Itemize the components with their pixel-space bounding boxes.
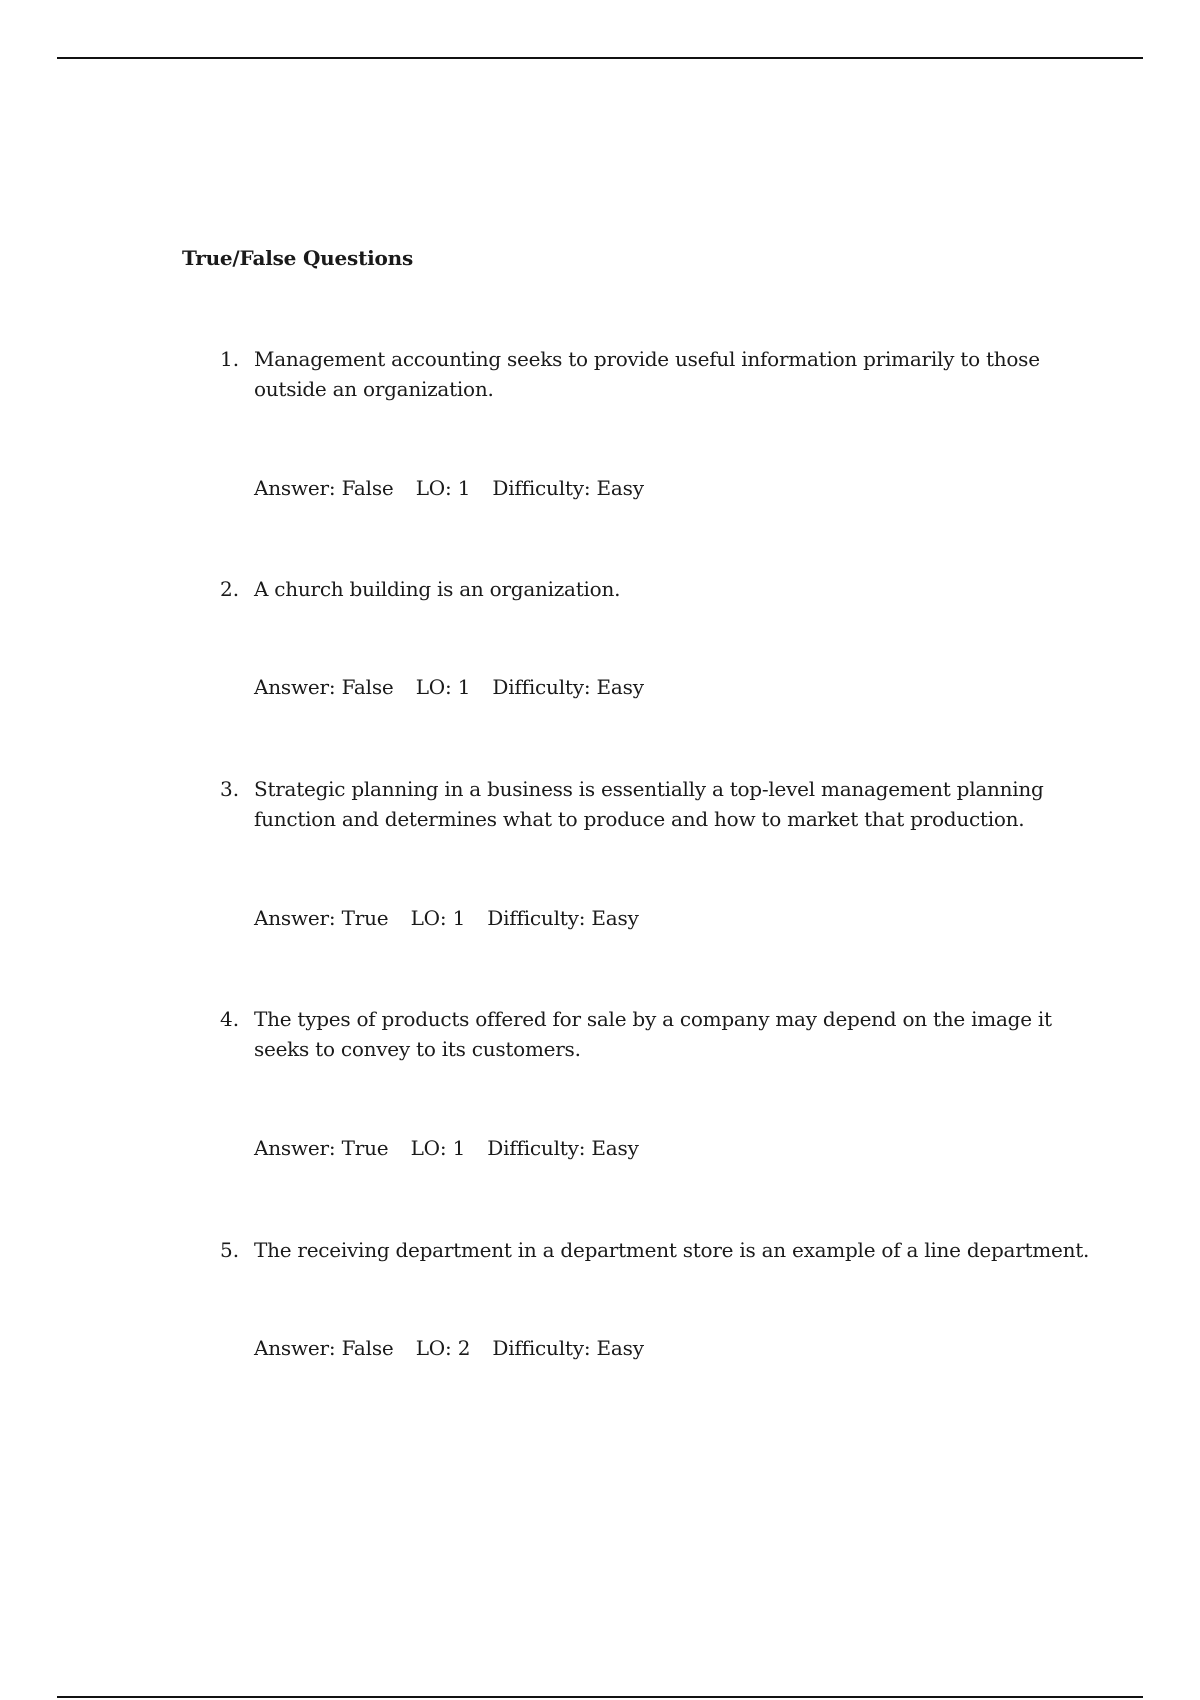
question-number: 3. (220, 777, 240, 801)
learning-objective: LO: 1 (410, 1136, 466, 1160)
section-title: True/False Questions (182, 246, 414, 270)
question-number: 4. (220, 1007, 240, 1031)
question-number: 5. (220, 1238, 240, 1262)
question-text: The types of products offered for sale by a company may depend on the image it seeks to convey to its customers. (254, 1007, 1052, 1061)
difficulty-label: Difficulty: Easy (487, 906, 639, 930)
answer-value: Answer: False (254, 1336, 394, 1360)
question-item (220, 1004, 1080, 1064)
answer-line (254, 672, 644, 702)
question-number: 2. (220, 577, 240, 601)
answer-line (254, 1333, 644, 1363)
learning-objective: LO: 1 (415, 476, 471, 500)
answer-line (254, 1133, 639, 1163)
answer-line (254, 903, 639, 933)
question-item (220, 574, 1080, 604)
header-rule (57, 57, 1143, 59)
question-item (220, 774, 1080, 834)
question-text: A church building is an organization. (254, 577, 621, 601)
question-item (220, 344, 1080, 404)
learning-objective: LO: 1 (410, 906, 466, 930)
question-text: The receiving department in a department store is an example of a line department. (254, 1238, 1090, 1262)
answer-value: Answer: False (254, 675, 394, 699)
question-number: 1. (220, 347, 240, 371)
question-text: Management accounting seeks to provide useful information primarily to those outside an organization. (254, 347, 1040, 401)
learning-objective: LO: 2 (415, 1336, 471, 1360)
question-item (220, 1235, 1090, 1265)
footer-rule (57, 1696, 1143, 1698)
difficulty-label: Difficulty: Easy (492, 476, 644, 500)
question-text: Strategic planning in a business is essentially a top-level management planning function and determines what to produce and how to market that production. (254, 777, 1044, 831)
answer-value: Answer: True (254, 1136, 389, 1160)
learning-objective: LO: 1 (415, 675, 471, 699)
answer-value: Answer: False (254, 476, 394, 500)
difficulty-label: Difficulty: Easy (492, 1336, 644, 1360)
difficulty-label: Difficulty: Easy (487, 1136, 639, 1160)
answer-value: Answer: True (254, 906, 389, 930)
difficulty-label: Difficulty: Easy (492, 675, 644, 699)
answer-line (254, 473, 644, 503)
